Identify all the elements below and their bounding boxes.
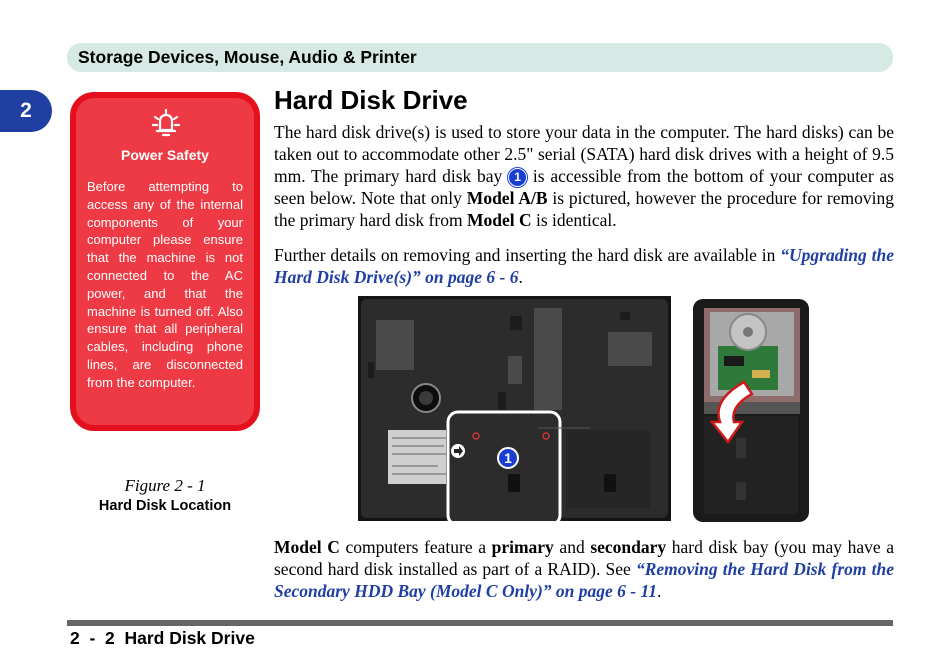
model-c-paragraph: Model C computers feature a primary and secondary hard disk bay (you may have a second hard disk installed as part of a RAID). See “Removing the Hard Disk from the Secondary HDD Bay (Model C Only)” on page 6 - 11. xyxy=(274,537,895,601)
safety-title: Power Safety xyxy=(121,147,209,163)
chapter-tab[interactable]: 2 xyxy=(0,90,52,132)
power-safety-box xyxy=(70,92,260,431)
intro-paragraph: The hard disk drive(s) is used to store your data in the computer. The hard disks) can be taken out to accommodate other 2.5" serial (SATA) hard disk drives with a height of 9.5 mm. The primary hard disk bay 1 is accessible from the bottom of your computer as seen below. Note that only Model A/B is pictured, however the procedure for removing the primary hard disk from Model C is identical. xyxy=(274,122,895,230)
section-title: Storage Devices, Mouse, Audio & Printer xyxy=(78,47,417,67)
warning-bell-icon xyxy=(150,108,182,138)
figure-number: Figure 2 - 1 xyxy=(124,476,206,495)
hard-disk-bay-photo xyxy=(690,296,812,525)
photo-bay-badge: 1 xyxy=(504,450,512,466)
bay-number-badge: 1 xyxy=(508,168,527,187)
safety-text: Before attempting to access any of the internal components of your computer please ensure that the machine is not connected to the AC power, and that the machine is turned off. Also ensure that all peripheral cables, including phone lines, are disconnected from the computer. xyxy=(87,179,243,390)
figure-caption xyxy=(70,476,260,516)
page-heading: Hard Disk Drive xyxy=(274,85,468,115)
laptop-bottom-photo xyxy=(358,296,671,521)
footer-page-label: 2 - 2 Hard Disk Drive xyxy=(70,628,255,648)
removing-secondary-hdd-link[interactable]: “Removing the Hard Disk from the Secondary HDD Bay (Model C Only)” on page 6 - 11 xyxy=(274,559,895,601)
details-paragraph: Further details on removing and inserting the hard disk are available in “Upgrading the Hard Disk Drive(s)” on page 6 - 6. xyxy=(274,245,895,287)
upgrading-hdd-link[interactable]: “Upgrading the Hard Disk Drive(s)” on page 6 - 6 xyxy=(274,245,895,287)
figure-title: Hard Disk Location xyxy=(98,498,232,514)
